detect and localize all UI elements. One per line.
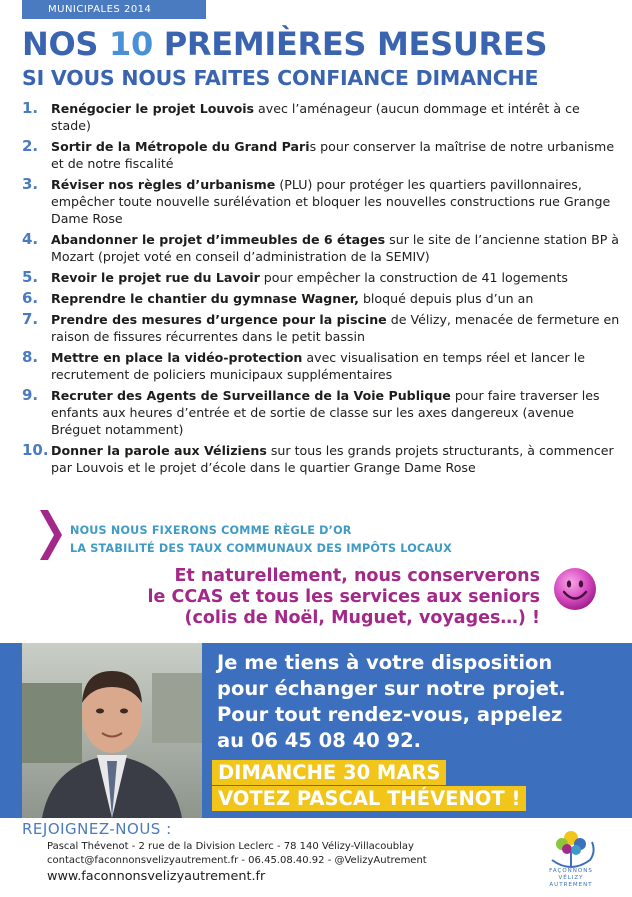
- measure-number: 7.: [22, 310, 39, 328]
- measure-rest: s pour conserver la maîtrise de notre urbanisme et de notre fiscalité: [51, 139, 615, 171]
- golden-rule: [70, 522, 452, 558]
- candidate-photo: [22, 643, 202, 818]
- measure-item: [22, 387, 622, 438]
- measure-number: 2.: [22, 137, 39, 155]
- seniors-line1: Et naturellement, nous conserverons: [174, 566, 540, 586]
- measure-bold: Donner la parole aux Véliziens: [51, 443, 267, 458]
- measure-item: [22, 100, 622, 134]
- measure-rest: sur tous les grands projets structurants, à commencer par Louvois et le projet d’école dans le quartier Grange Dame Rose: [51, 443, 614, 475]
- chevron-right-icon: [40, 510, 62, 560]
- title-number: 10: [108, 25, 153, 63]
- contact-line3: Pour tout rendez-vous, appelez: [217, 703, 563, 726]
- measure-number: 4.: [22, 230, 39, 248]
- measure-bold: Réviser nos règles d’urbanisme: [51, 177, 276, 192]
- golden-rule-line1: NOUS NOUS FIXERONS COMME RÈGLE D’OR: [70, 524, 352, 537]
- smiley-icon: [553, 567, 597, 611]
- subtitle: SI VOUS NOUS FAITES CONFIANCE DIMANCHE: [22, 66, 539, 90]
- contact-line2: pour échanger sur notre projet.: [217, 677, 566, 700]
- measure-item: [22, 290, 622, 307]
- measure-rest: (PLU) pour protéger les quartiers pavillonnaires, empêcher toute nouvelle surélévation et bloquer les nouvelles constructions rue Grange Dame Rose: [51, 177, 611, 226]
- measure-number: 10.: [22, 441, 49, 459]
- golden-rule-line2: LA STABILITÉ DES TAUX COMMUNAUX DES IMPÔTS LOCAUX: [70, 542, 452, 555]
- measure-bold: Mettre en place la vidéo-protection: [51, 350, 303, 365]
- contact-line4: au 06 45 08 40 92.: [217, 729, 422, 752]
- title-part2: PREMIÈRES MESURES: [152, 25, 548, 63]
- measure-item: [22, 138, 622, 172]
- seniors-line3: (colis de Noël, Muguet, voyages…) !: [184, 608, 540, 628]
- measure-item: [22, 349, 622, 383]
- measure-text: [51, 176, 622, 227]
- measure-bold: Revoir le projet rue du Lavoir: [51, 270, 260, 285]
- seniors-promise: [148, 566, 540, 629]
- contact-details[interactable]: contact@faconnonsvelizyautrement.fr - 06.45.08.40.92 - @VelizyAutrement: [47, 855, 427, 866]
- measure-rest: bloqué depuis plus d’un an: [358, 291, 534, 306]
- measure-bold: Sortir de la Métropole du Grand Pari: [51, 139, 310, 154]
- vote-date: DIMANCHE 30 MARS: [212, 760, 446, 785]
- measure-text: [51, 290, 533, 307]
- measure-item: [22, 442, 622, 476]
- vote-call: VOTEZ PASCAL THÉVENOT !: [212, 786, 526, 811]
- election-band: [22, 0, 206, 19]
- measure-bold: Renégocier le projet Louvois: [51, 101, 255, 116]
- election-band-label: MUNICIPALES 2014: [48, 4, 152, 15]
- main-title: [22, 24, 622, 64]
- measure-rest: avec visualisation en temps réel et lancer le recrutement de policiers municipaux supplémentaires: [51, 350, 585, 382]
- title-part1: NOS: [22, 25, 109, 63]
- measure-number: 6.: [22, 289, 39, 307]
- seniors-line2: le CCAS et tous les services aux seniors: [147, 587, 540, 607]
- logo-line2: VÉLIZY AUTREMENT: [549, 875, 593, 888]
- website-link[interactable]: www.faconnonsvelizyautrement.fr: [47, 869, 266, 884]
- measure-number: 9.: [22, 386, 39, 404]
- measure-item: [22, 231, 622, 265]
- measure-text: [51, 100, 622, 134]
- measure-bold: Prendre des mesures d’urgence pour la piscine: [51, 312, 387, 327]
- measure-rest: pour faire traverser les enfants aux heures d’entrée et de sortie de classe sur les axes dangereux (avenue Bréguet notamment): [51, 388, 600, 437]
- measure-text: [51, 349, 622, 383]
- measure-item: [22, 269, 622, 286]
- measure-item: [22, 311, 622, 345]
- measure-number: 1.: [22, 99, 39, 117]
- measure-bold: Recruter des Agents de Surveillance de la Voie Publique: [51, 388, 451, 403]
- measures-list: [22, 100, 622, 480]
- logo-line1: FAÇONNONS: [549, 868, 593, 874]
- measure-rest: pour empêcher la construction de 41 logements: [259, 270, 568, 285]
- logo-text: [536, 868, 606, 889]
- measure-bold: Reprendre le chantier du gymnase Wagner,: [51, 291, 359, 306]
- measure-text: [51, 442, 622, 476]
- measure-text: [51, 311, 622, 345]
- measure-number: 5.: [22, 268, 39, 286]
- measure-rest: sur le site de l’ancienne station BP à Mozart (projet voté en conseil d’administration de la SEMIV): [51, 232, 620, 264]
- measure-text: [51, 387, 622, 438]
- measure-number: 8.: [22, 348, 39, 366]
- postal-address: Pascal Thévenot - 2 rue de la Division Leclerc - 78 140 Vélizy-Villacoublay: [47, 841, 414, 852]
- measure-bold: Abandonner le projet d’immeubles de 6 étages: [51, 232, 386, 247]
- measure-rest: de Vélizy, menacée de fermeture en raison de fissures récurrentes dans le petit bassin: [51, 312, 620, 344]
- measure-text: [51, 269, 568, 286]
- contact-line1: Je me tiens à votre disposition: [217, 651, 553, 674]
- contact-message: [217, 650, 607, 754]
- measure-number: 3.: [22, 175, 39, 193]
- measure-text: [51, 138, 622, 172]
- measure-rest: avec l’aménageur (aucun dommage et intérêt à ce stade): [51, 101, 580, 133]
- measure-item: [22, 176, 622, 227]
- measure-text: [51, 231, 622, 265]
- join-heading: REJOIGNEZ-NOUS :: [22, 820, 172, 838]
